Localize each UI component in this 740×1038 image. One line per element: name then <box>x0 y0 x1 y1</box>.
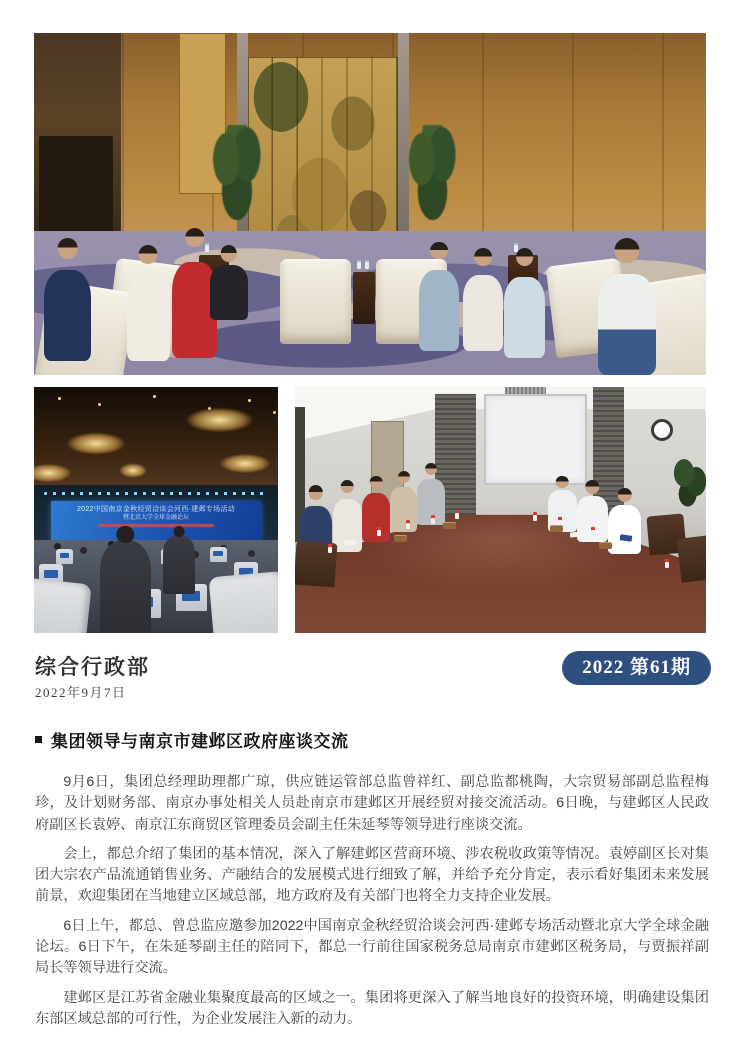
water-bottle <box>377 527 381 536</box>
person-navy-polo <box>44 238 91 361</box>
reception-room-photo <box>34 33 706 375</box>
person-head <box>398 471 410 483</box>
person-red-jacket <box>362 476 391 542</box>
person-white-top <box>463 248 503 351</box>
article-paragraph: 会上，都总介绍了集团的基本情况，深入了解建邺区营商环境、涉农税收政策等情况。袁婷副区长对集团大宗农产品流通销售业务、产融结合的发展模式进行细致了解，并给予充分肯定，表示看好集团未来发展前景，欢迎集团在当地建立区域总部，地方政府及有关部门也将全力支持企业发展。 <box>35 845 709 905</box>
foreground-chair <box>209 571 278 633</box>
person-head <box>185 228 205 248</box>
tissue-box <box>599 542 612 549</box>
audience-chair <box>210 547 227 562</box>
person-torso <box>598 274 655 375</box>
corner-plant <box>671 453 706 510</box>
tissue-box <box>443 522 456 529</box>
department-name: 综合行政部 <box>35 655 150 679</box>
person-white-dress <box>127 245 170 361</box>
person-white-uniform <box>548 476 577 533</box>
conference-hall-photo <box>34 387 278 633</box>
article-paragraph: 6日上午，都总、曾总监应邀参加2022中国南京金秋经贸洽谈会河西·建邺专场活动暨北京大学全球金融论坛。6日下午，在朱延琴副主任的陪同下，都总一行前往国家税务总局南京市建邺区税务局，与贾振祥副局长等领导进行交流。 <box>35 917 709 977</box>
plant-foliage <box>406 125 460 238</box>
water-bottle <box>431 515 435 524</box>
gold-chandelier <box>176 404 264 436</box>
article <box>35 727 709 1038</box>
tissue-box <box>394 535 407 542</box>
person-torso <box>362 493 391 542</box>
person-white-polo-jeans <box>598 238 655 375</box>
screen-title-line2: 暨北京大学全球金融论坛 <box>122 515 189 522</box>
person-torso <box>608 505 641 554</box>
issue-number-badge: 2022 第61期 <box>562 651 711 685</box>
issue-date: 2022年9月7日 <box>35 685 127 700</box>
person-head <box>139 245 158 264</box>
person-head <box>556 476 569 489</box>
water-bottle <box>328 544 332 553</box>
person-torso <box>44 270 91 361</box>
person-head <box>221 245 238 262</box>
person-head <box>586 480 600 494</box>
person-white-uniform <box>608 488 641 554</box>
audience-silhouette <box>163 535 195 594</box>
water-bottle <box>591 527 595 536</box>
person-head <box>425 463 437 475</box>
leather-chair <box>677 535 706 583</box>
square-bullet-icon <box>35 736 42 743</box>
screen-red-subtitle <box>98 524 213 527</box>
water-bottle <box>365 260 369 269</box>
gold-chandelier <box>212 451 278 476</box>
blue-folder <box>619 534 632 542</box>
audience-chair <box>56 549 73 564</box>
person-head <box>341 480 354 493</box>
person-blue-top <box>419 242 459 351</box>
article-headline: 集团领导与南京市建邺区政府座谈交流 <box>51 732 349 751</box>
water-bottle <box>406 520 410 529</box>
plant-foliage <box>210 125 264 238</box>
person-beige-top <box>390 471 417 533</box>
person-head <box>516 248 534 266</box>
person-head <box>308 485 322 499</box>
water-bottle <box>455 510 459 519</box>
person-dark-suit <box>210 245 248 320</box>
person-head <box>614 238 639 263</box>
person-torso <box>390 487 417 533</box>
person-torso <box>463 275 503 351</box>
foreground-chair <box>34 578 91 633</box>
water-bottle <box>357 260 361 269</box>
person-head <box>617 488 631 502</box>
person-head <box>474 248 492 266</box>
person-light-blue-dress <box>504 248 544 357</box>
audience-silhouette <box>100 540 151 633</box>
water-bottle <box>533 512 537 521</box>
document-paper <box>344 539 356 545</box>
screen-title-line1: 2022中国南京金秋经贸洽谈会河西·建邺专场活动 <box>76 506 236 514</box>
blue-stage-lights <box>44 492 268 495</box>
article-paragraph: 9月6日，集团总经理助理都广琼，供应链运管部总监曾祥红、副总监都桃陶，大宗贸易部副总监程梅珍，及计划财务部、南京办事处相关人员赴南京市建邺区开展经贸对接交流活动。6日晚，与建邺区人民政府副区长袁婷、南京江东商贸区管理委员会副主任朱延琴等领导进行座谈交流。 <box>35 774 709 833</box>
headline-row <box>35 727 709 752</box>
person-torso <box>419 270 459 351</box>
gold-chandelier <box>58 429 134 459</box>
water-bottle <box>665 559 669 568</box>
person-head <box>430 242 448 260</box>
person-torso <box>127 275 170 361</box>
person-head <box>57 238 78 259</box>
person-torso <box>504 277 544 358</box>
article-paragraph: 建邺区是江苏省金融业集聚度最高的区域之一。集团将更深入了解当地良好的投资环境，明确建设集团东部区域总部的可行性，为企业发展注入新的动力。 <box>35 989 709 1027</box>
meeting-room-photo <box>295 387 706 633</box>
stage-led-screen <box>51 501 261 540</box>
person-torso <box>210 265 248 321</box>
armchair <box>280 259 351 345</box>
person-head <box>370 476 383 489</box>
projection-screen <box>484 394 587 485</box>
side-table <box>353 272 376 323</box>
wall-clock <box>651 419 673 441</box>
tissue-box <box>550 525 563 532</box>
